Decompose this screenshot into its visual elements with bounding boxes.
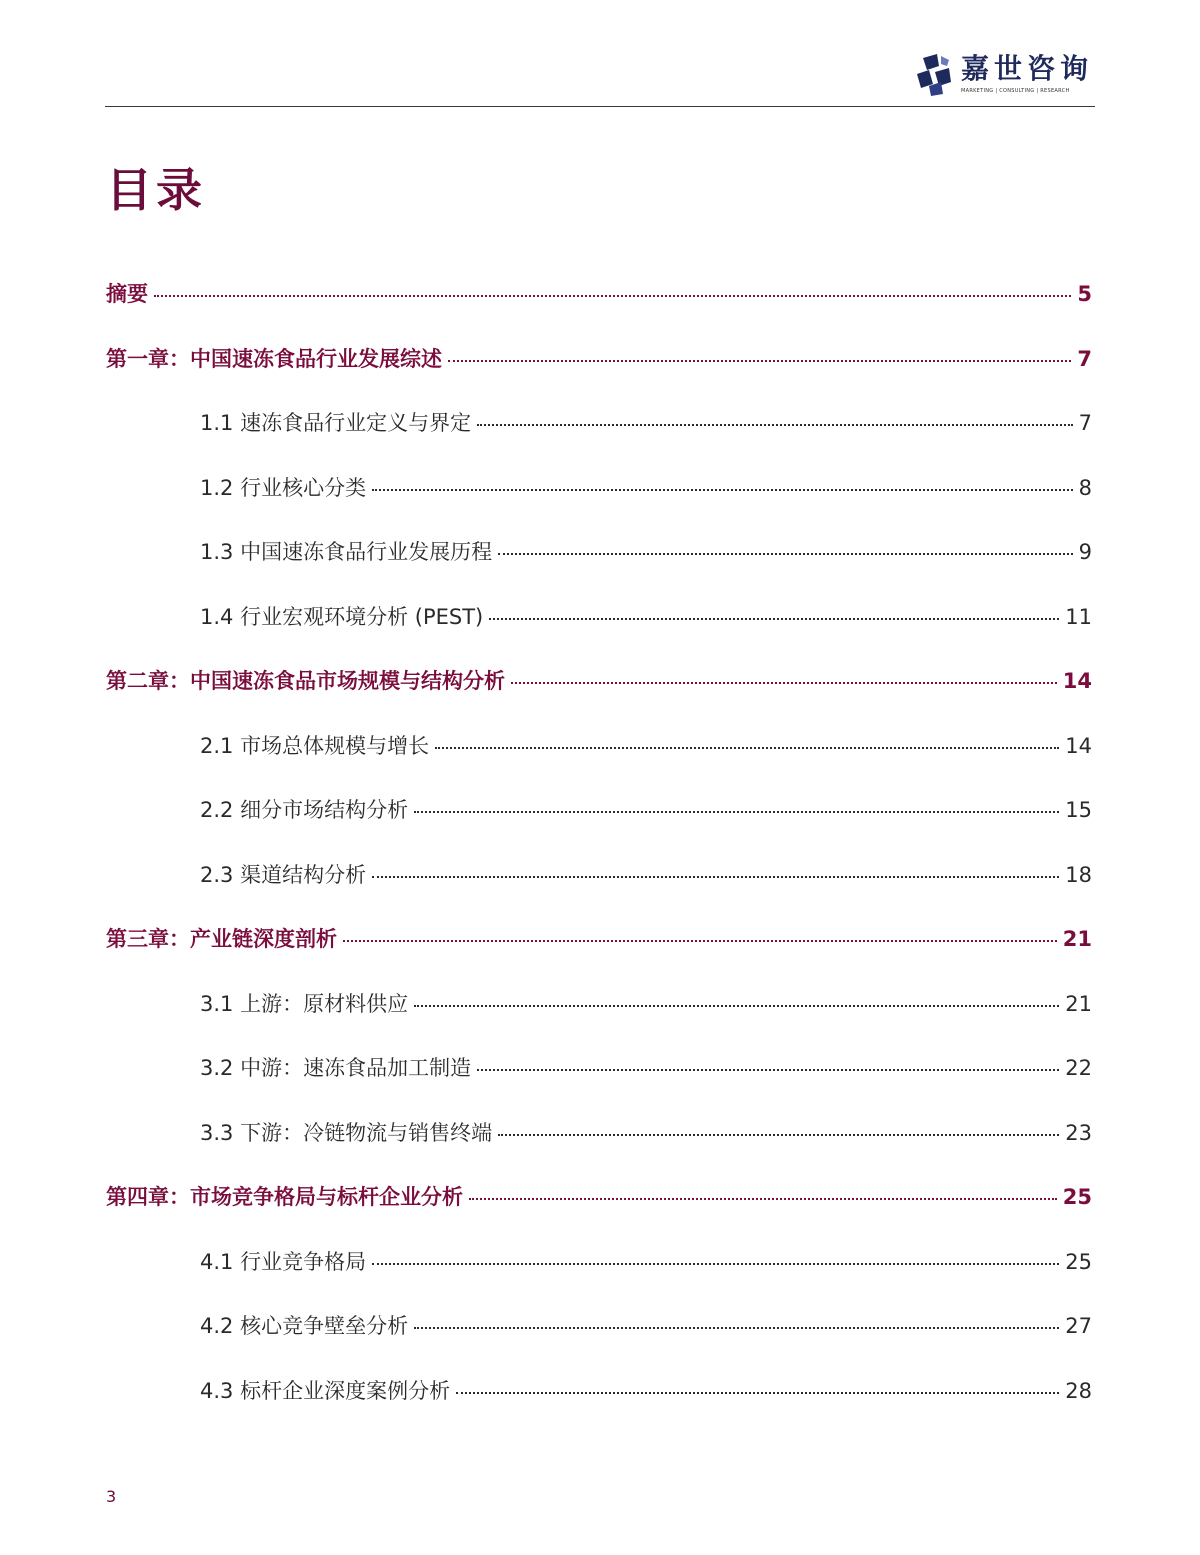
toc-entry-label: 1.1 速冻食品行业定义与界定 — [200, 411, 472, 435]
toc-section-entry[interactable] — [106, 1117, 1092, 1147]
toc-section-entry[interactable] — [106, 1246, 1092, 1276]
toc-chapter-entry[interactable] — [106, 923, 1092, 953]
toc-dot-leader — [498, 553, 1073, 555]
toc-entry-label: 第二章：中国速冻食品市场规模与结构分析 — [106, 669, 505, 693]
toc-entry-page: 23 — [1065, 1120, 1092, 1145]
toc-entry-label: 2.1 市场总体规模与增长 — [200, 733, 430, 758]
toc-section-entry[interactable] — [106, 1310, 1092, 1340]
toc-entry-page: 25 — [1065, 1249, 1092, 1274]
toc-entry-label: 4.2 核心竞争壁垒分析 — [200, 1314, 409, 1338]
toc-entry-label: 第三章：产业链深度剖析 — [106, 927, 337, 951]
toc-entry-label: 3.2 中游：速冻食品加工制造 — [200, 1056, 472, 1080]
company-logo — [915, 52, 1093, 96]
toc-section-entry[interactable] — [106, 988, 1092, 1018]
toc-entry-page: 7 — [1077, 346, 1092, 371]
toc-chapter-entry[interactable] — [106, 665, 1092, 695]
toc-entry-label: 2.2 细分市场结构分析 — [200, 798, 409, 822]
toc-entry-page: 22 — [1065, 1056, 1092, 1080]
logo-mark-icon — [915, 52, 953, 96]
toc-entry-label: 4.1 行业竞争格局 — [200, 1249, 367, 1274]
toc-entry-page: 25 — [1062, 1185, 1092, 1209]
toc-entry-page: 5 — [1077, 282, 1092, 306]
toc-entry-page: 18 — [1065, 862, 1092, 887]
toc-entry-label: 3.3 下游：冷链物流与销售终端 — [200, 1120, 493, 1145]
toc-section-entry[interactable] — [106, 730, 1092, 760]
toc-dot-leader — [489, 618, 1059, 620]
toc-dot-leader — [372, 489, 1073, 491]
page-number: 3 — [106, 1487, 117, 1506]
toc-entry-page: 9 — [1078, 540, 1092, 564]
toc-dot-leader — [343, 940, 1057, 942]
toc-entry-page: 11 — [1065, 604, 1092, 629]
toc-section-entry[interactable] — [106, 859, 1092, 889]
toc-entry-label: 3.1 上游：原材料供应 — [200, 991, 409, 1016]
toc-entry-page: 27 — [1065, 1314, 1092, 1338]
toc-section-entry[interactable] — [106, 794, 1092, 824]
toc-dot-leader — [456, 1392, 1059, 1394]
toc-dot-leader — [448, 360, 1071, 362]
toc-entry-label: 1.2 行业核心分类 — [200, 475, 367, 500]
toc-entry-page: 15 — [1065, 798, 1092, 822]
toc-entry-label: 4.3 标杆企业深度案例分析 — [200, 1378, 451, 1403]
logo-name: 嘉世咨询 — [960, 51, 1093, 85]
toc-entry-page: 28 — [1065, 1378, 1092, 1403]
toc-dot-leader — [372, 1263, 1059, 1265]
toc-entry-page: 7 — [1078, 411, 1092, 435]
toc-entry-label: 第一章：中国速冻食品行业发展综述 — [106, 346, 442, 371]
toc-entry-label: 摘要 — [106, 282, 148, 306]
toc-section-entry[interactable] — [106, 601, 1092, 631]
toc-entry-page: 14 — [1062, 669, 1092, 693]
toc-entry-page: 21 — [1065, 991, 1092, 1016]
toc-chapter-entry[interactable] — [106, 1181, 1092, 1211]
toc-dot-leader — [477, 424, 1073, 426]
page-header — [105, 0, 1095, 107]
logo-tagline: MARKETING | CONSULTING | RESEARCH — [960, 87, 1070, 94]
toc-section-entry[interactable] — [106, 472, 1092, 502]
toc-entry-label: 1.4 行业宏观环境分析 (PEST) — [200, 604, 484, 629]
toc-section-entry[interactable] — [106, 536, 1092, 566]
toc-chapter-entry[interactable] — [106, 343, 1092, 373]
toc-dot-leader — [414, 811, 1059, 813]
toc-dot-leader — [435, 747, 1059, 749]
toc-entry-page: 14 — [1065, 733, 1092, 758]
toc-dot-leader — [511, 682, 1057, 684]
toc-entry-label: 2.3 渠道结构分析 — [200, 862, 367, 887]
toc-dot-leader — [469, 1198, 1057, 1200]
toc-chapter-entry[interactable] — [106, 278, 1092, 308]
page-title: 目录 — [106, 163, 206, 217]
toc-dot-leader — [154, 295, 1071, 297]
toc-section-entry[interactable] — [106, 1375, 1092, 1405]
toc-section-entry[interactable] — [106, 407, 1092, 437]
toc-entry-page: 21 — [1062, 927, 1092, 951]
toc-dot-leader — [498, 1134, 1059, 1136]
toc-entry-label: 第四章：市场竞争格局与标杆企业分析 — [106, 1185, 463, 1209]
toc-section-entry[interactable] — [106, 1052, 1092, 1082]
toc-entry-label: 1.3 中国速冻食品行业发展历程 — [200, 540, 493, 564]
toc-dot-leader — [414, 1005, 1059, 1007]
toc-dot-leader — [477, 1069, 1059, 1071]
toc-dot-leader — [414, 1327, 1059, 1329]
toc-entry-page: 8 — [1078, 475, 1092, 500]
toc-dot-leader — [372, 876, 1059, 878]
